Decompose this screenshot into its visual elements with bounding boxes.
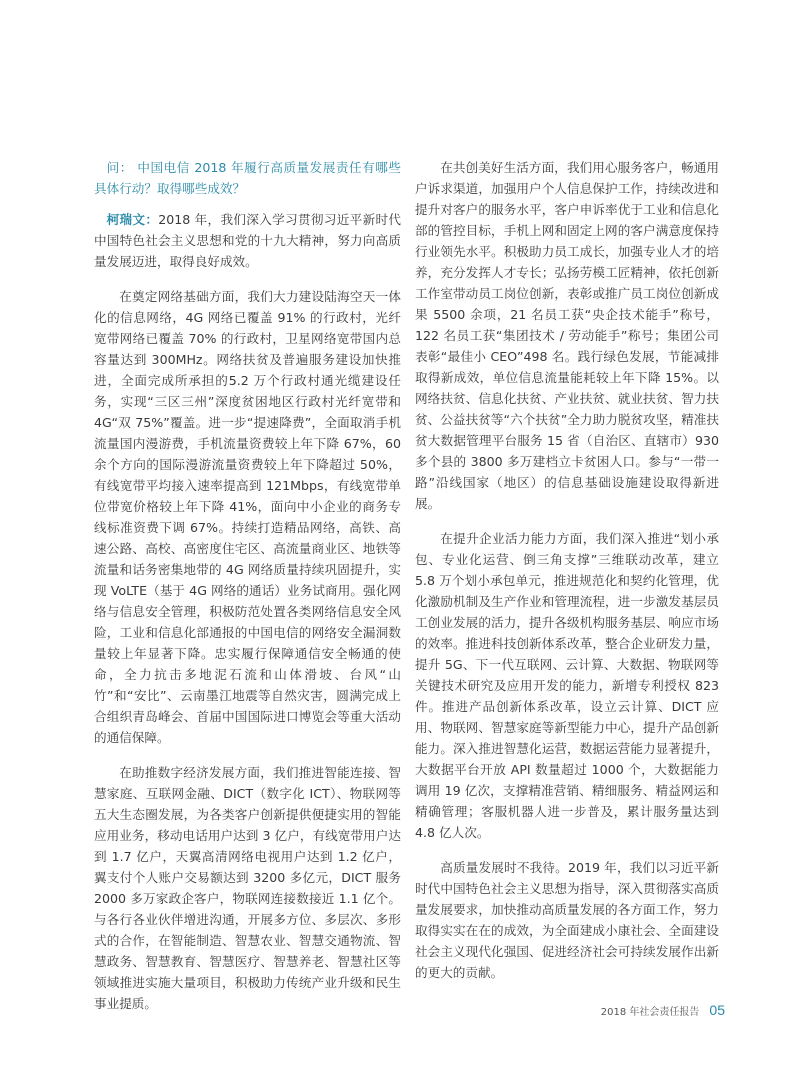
paragraph-enterprise-vitality: 在提升企业活力能力方面，我们深入推进“划小承包、专业化运营、倒三角支撑”三维联动改革，建立 5.8 万个划小承包单元，推进规范化和契约化管理，优化激励机制及生产作业和管理流程，进一步激发基层员工创业发展的活力，提升各级机构服务基层、响应市场的效率。推进科技创新体系改革，整合企业研发力量，提升 5G、下一代互联网、云计算、大数据、物联网等关键技术研究及应用开发的能力，新增专利授权 823 件。推进产品创新体系改革，设立云计算、DICT 应用、物联网、智慧家庭等新型能力中心，提升产品创新能力。深入推进智慧化运营，数据运营能力显著提升，大数据平台开放 API 数量超过 1000 个，大数据能力调用 19 亿次，支撑精准营销、精细服务、精益网运和精确管理；客服机器人进一步普及，累计服务量达到 4.8 亿人次。 [415,531,719,840]
report-title: 2018 年社会责任报告 [600,1006,700,1018]
question-text: 中国电信 2018 年履行高质量发展责任有哪些具体行动？取得哪些成效？ [94,160,401,196]
paragraph-better-life: 在共创美好生活方面，我们用心服务客户，畅通用户诉求渠道，加强用户个人信息保护工作，持续改进和提升对客户的服务水平，客户申诉率优于工业和信息化部的管控目标，手机上网和固定上网的客户满意度保持行业领先水平。积极助力员工成长，加强专业人才的培养，充分发挥人才专长；弘扬劳模工匠精神，依托创新工作室带动员工岗位创新，表彰或推广员工岗位创新成果 5500 余项，21 名员工获“央企技术能手”称号，122 名员工获“集团技术 / 劳动能手”称号；集团公司表彰“最佳小 CEO”498 名。践行绿色发展，节能减排取得新成效，单位信息流量能耗较上年下降 15%。以网络扶贫、信息化扶贫、产业扶贫、就业扶贫、智力扶贫、公益扶贫等“六个扶贫”全力助力脱贫攻坚，精准扶贫大数据管理平台服务 15 省（自治区、直辖市）930 多个县的 3800 多万建档立卡贫困人口。参与“一带一路”沿线国家（地区）的信息基础设施建设取得新进展。 [415,160,719,511]
answer-intro [94,209,401,272]
left-column [94,157,401,1028]
paragraph-digital-economy: 在助推数字经济发展方面，我们推进智能连接、智慧家庭、互联网金融、DICT（数字化 ICT）、物联网等五大生态圈发展，为各类客户创新提供便捷实用的智能应用业务，移动电话用户达到 3 亿户，有线宽带用户达到 1.7 亿户，天翼高清网络电视用户达到 1.2 亿户，翼支付个人账户交易额达到 3200 多亿元，DICT 服务 2000 多万家政企客户，物联网连接数接近 1.1 亿个。与各行各业伙伴增进沟通，开展多方位、多层次、多形式的合作，在智能制造、智慧农业、智慧交通物流、智慧政务、智慧教育、智慧医疗、智慧养老、智慧社区等领域推进实施大量项目，积极助力传统产业升级和民生事业提质。 [94,765,401,1011]
page-number: 05 [709,1002,725,1018]
interview-question [94,157,401,199]
right-column [415,157,719,997]
paragraph-high-quality-development: 高质量发展时不我待。2019 年，我们以习近平新时代中国特色社会主义思想为指导，深入贯彻落实高质量发展要求，加快推动高质量发展的各方面工作，努力取得实实在在的成效，为全面建成小康社会、全面建设社会主义现代化强国、促进经济社会可持续发展作出新的更大的贡献。 [415,860,719,980]
answer-speaker: 柯瑞文： [106,212,159,227]
question-label: 问： [106,160,133,175]
answer-intro-text: 2018 年，我们深入学习贯彻习近平新时代中国特色社会主义思想和党的十九大精神，努力向高质量发展迈进，取得良好成效。 [94,212,401,269]
page-footer [575,1000,725,1020]
paragraph-network-foundation: 在奠定网络基础方面，我们大力建设陆海空天一体化的信息网络，4G 网络已覆盖 91% 的行政村，光纤宽带网络已覆盖 70% 的行政村，卫星网络宽带国内总容量达到 300MHz。网络扶贫及普遍服务建设加快推进，全面完成所承担的5.2 万个行政村通光缆建设任务，实现“三区三州”深度贫困地区行政村光纤宽带和 4G“双 75%”覆盖。进一步“提速降费”，全面取消手机流量国内漫游费，手机流量资费较上年下降 67%，60 余个方向的国际漫游流量资费较上年下降超过 50%，有线宽带平均接入速率提高到 121Mbps，有线宽带单位带宽价格较上年下降 41%，面向中小企业的商务专线标准资费下调 67%。持续打造精品网络，高铁、高速公路、高校、高密度住宅区、高流量商业区、地铁等流量和话务密集地带的 4G 网络质量持续巩固提升，实现 VoLTE（基于 4G 网络的通话）业务试商用。强化网络与信息安全管理，积极防范处置各类网络信息安全风险，工业和信息化部通报的中国电信的网络安全漏洞数量较上年显著下降。忠实履行保障通信安全畅通的使命，全力抗击多地泥石流和山体滑坡、台风“山竹”和“安比”、云南墨江地震等自然灾害，圆满完成上合组织青岛峰会、首届中国国际进口博览会等重大活动的通信保障。 [94,289,401,745]
